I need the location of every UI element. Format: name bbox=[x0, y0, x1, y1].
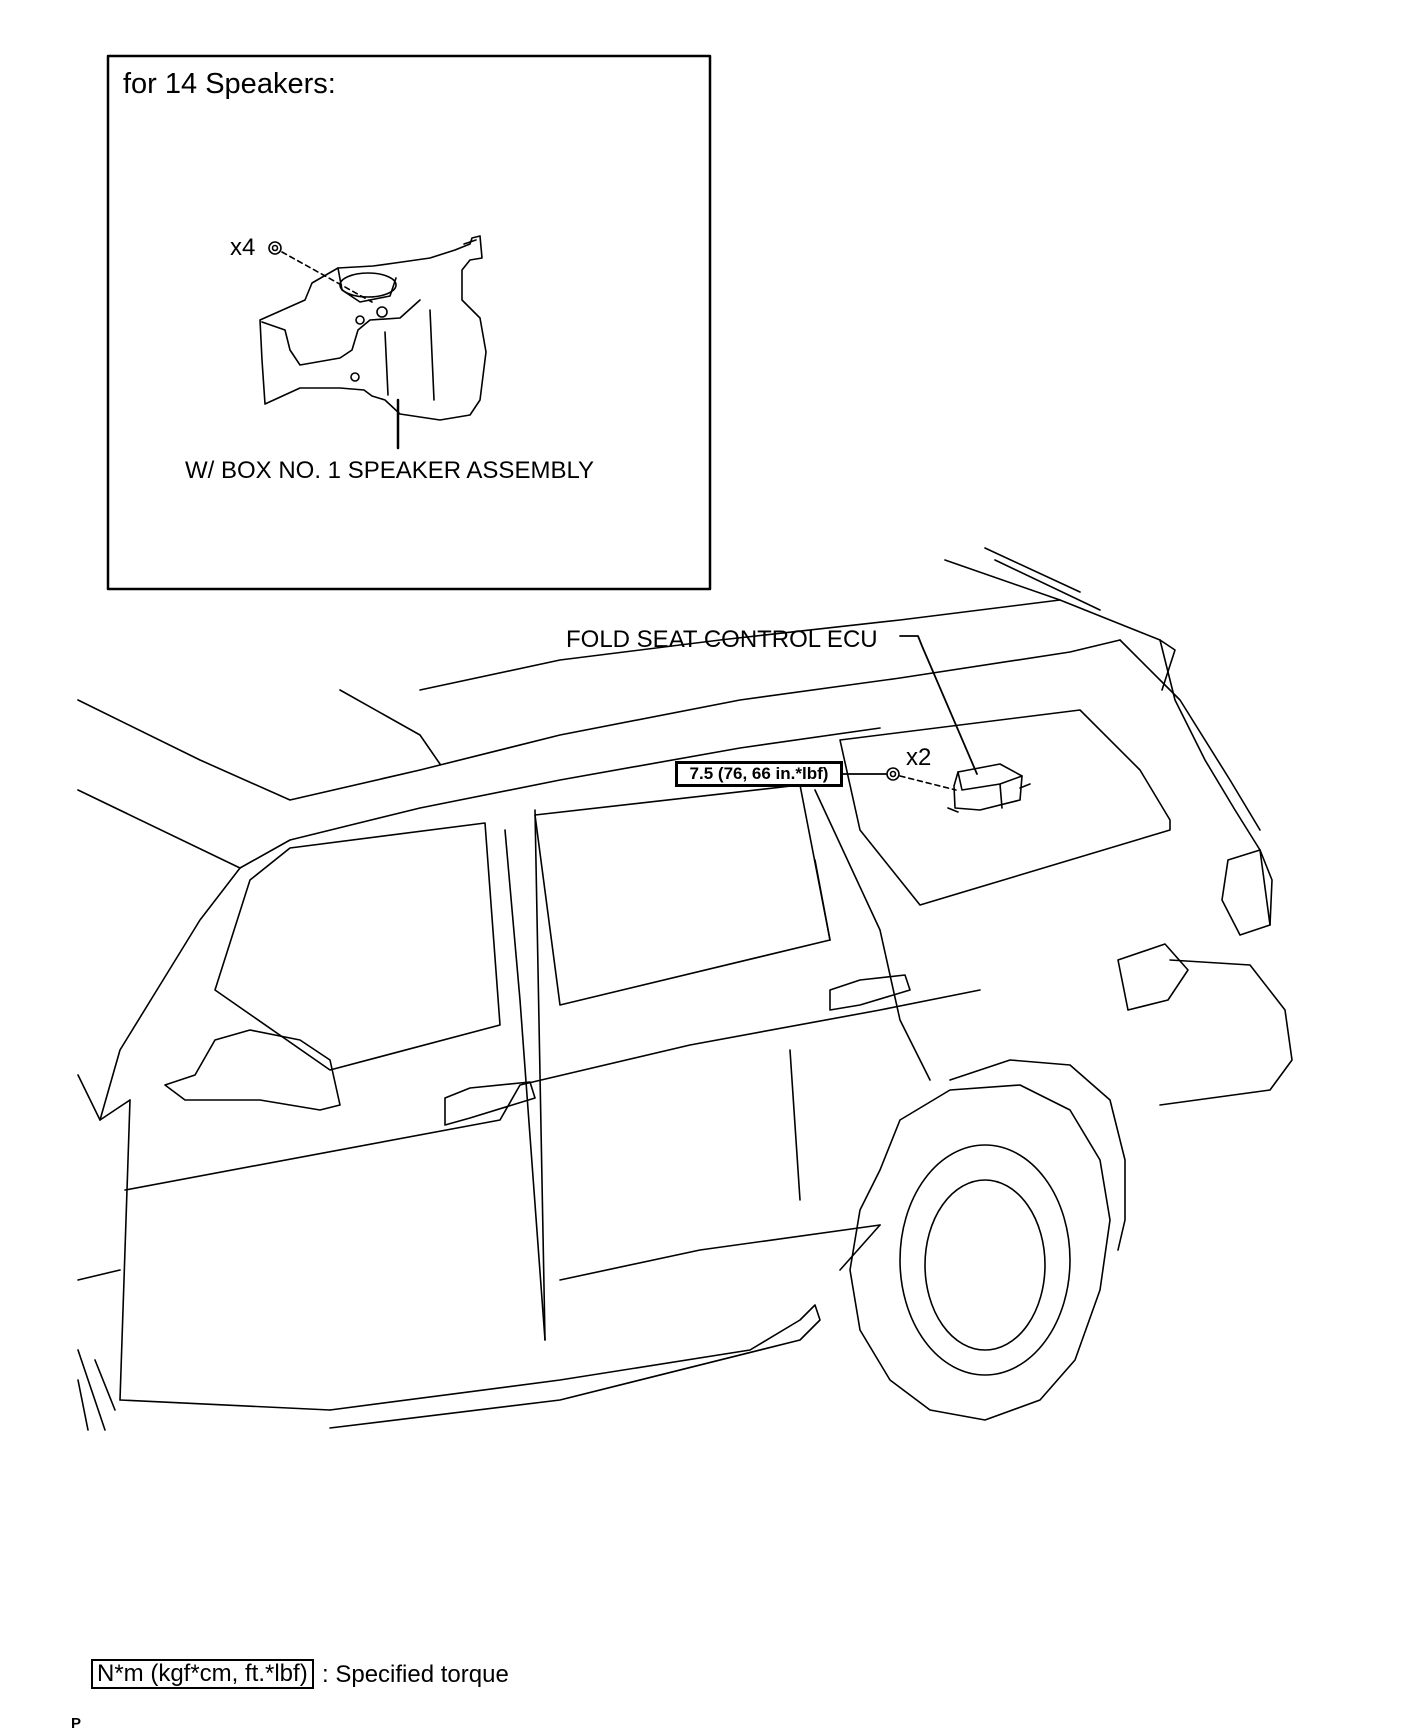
inset-frame bbox=[108, 56, 710, 589]
speaker-assembly-illustration bbox=[260, 236, 486, 448]
legend-description: : Specified torque bbox=[322, 1661, 509, 1688]
fastener-quantity-label: x2 bbox=[906, 744, 932, 771]
page-mark: P bbox=[71, 1715, 82, 1732]
vehicle-outline bbox=[78, 548, 1292, 1430]
speaker-assembly-label: W/ BOX NO. 1 SPEAKER ASSEMBLY bbox=[185, 457, 595, 484]
legend-unit-box: N*m (kgf*cm, ft.*lbf) bbox=[91, 1659, 314, 1689]
screw-icon bbox=[887, 768, 899, 780]
inset-title: for 14 Speakers: bbox=[123, 68, 336, 100]
fastener-quantity-label: x4 bbox=[230, 234, 256, 261]
ecu-part-label: FOLD SEAT CONTROL ECU bbox=[566, 626, 878, 653]
torque-spec-box: 7.5 (76, 66 in.*lbf) bbox=[675, 761, 843, 787]
screw-icon bbox=[269, 242, 281, 254]
